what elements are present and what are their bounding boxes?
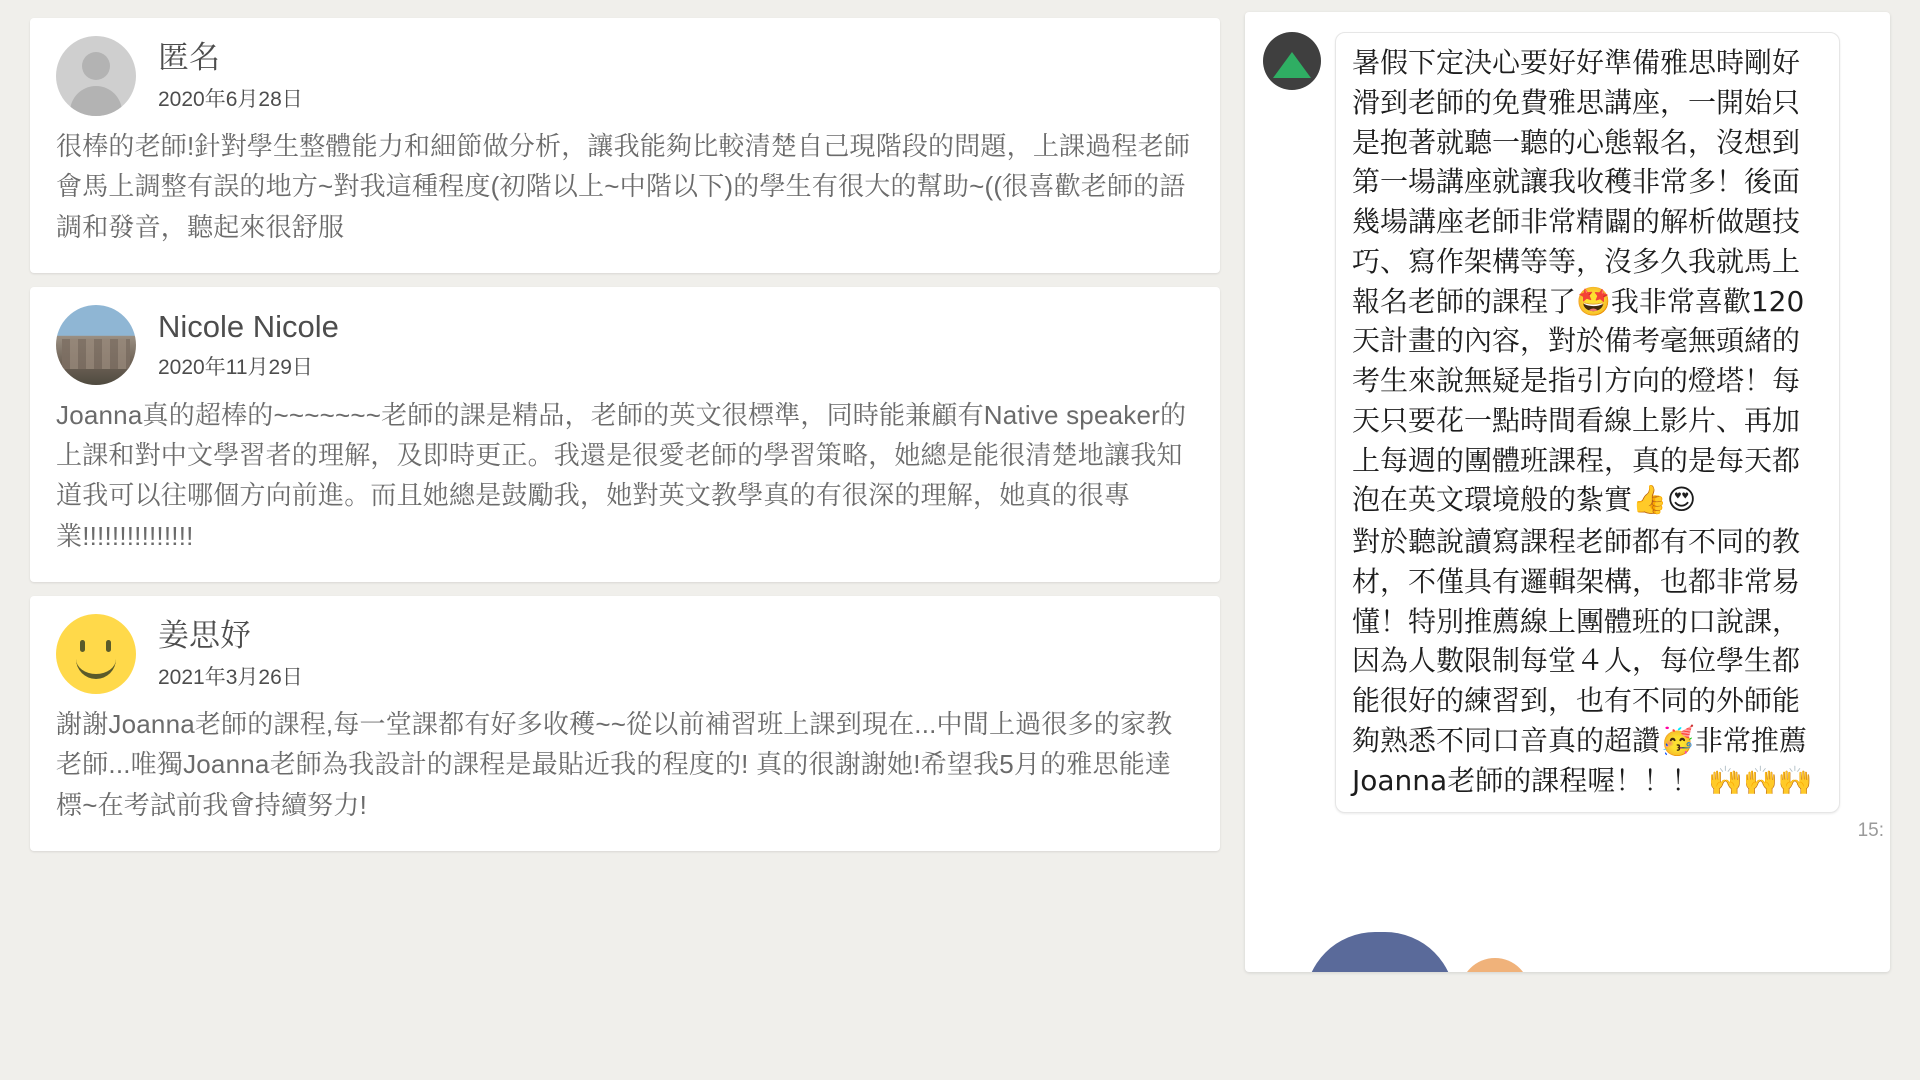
chat-paragraph: 暑假下定決心要好好準備雅思時剛好滑到老師的免費雅思講座，一開始只是抱著就聽一聽的心態報名，沒想到第一場講座就讓我收穫非常多！後面幾場講座老師非常精闢的解析做題技巧、寫作架構等等，沒多久我就馬上報名老師的課程了🤩我非常喜歡120天計畫的內容，對於備考毫無頭緒的考生來說無疑是指引方向的燈塔！每天只要花一點時間看線上影片、再加上每週的團體班課程，真的是每天都泡在英文環境般的紮實👍😍 [1352,46,1805,517]
chat-paragraph: 對於聽說讀寫課程老師都有不同的教材，不僅具有邏輯架構，也都非常易懂！特別推薦線上團體班的口說課，因為人數限制每堂４人，每位學生都能很好的練習到，也有不同的外師能夠熟悉不同口音真的超讚🥳非常推薦Joanna老師的課程喔！！！ 🙌🙌🙌 [1352,525,1813,797]
review-header [56,305,1194,385]
smiley-avatar [56,614,136,694]
review-date: 2021年3月26日 [158,665,303,689]
photo-avatar [56,305,136,385]
reviewer-meta [158,308,339,381]
review-header [56,36,1194,116]
smiley-eye-left [80,640,85,652]
review-body: 很棒的老師!針對學生整體能力和細節做分析，讓我能夠比較清楚自己現階段的問題，上課過程老師會馬上調整有誤的地方~對我這種程度(初階以上~中階以下)的學生有很大的幫助~((很喜歡老師的語調和發音，聽起來很舒服 [56,131,1191,242]
chat-bubble [1335,32,1840,813]
smiley-mouth [76,652,116,679]
mountain-avatar-icon [1263,32,1321,90]
avatar-body-shape [70,86,122,116]
chat-panel [1245,12,1890,972]
reviewer-name: 姜思妤 [158,618,251,654]
reviewer-meta [158,39,303,112]
review-body: Joanna真的超棒的~~~~~~~老師的課是精品，老師的英文很標準，同時能兼顧有Native speaker的上課和對中文學習者的理解，及即時更正。我還是很愛老師的學習策略，她總是能很清楚地讓我知道我可以往哪個方向前進。而且她總是鼓勵我，她對英文教學真的有很深的理解，她真的很專業!!!!!!!!!!!!!!! [56,399,1187,551]
mountain-shape [1273,52,1311,78]
chat-timestamp: 15: [1857,820,1884,841]
review-header [56,614,1194,694]
reviewer-meta [158,617,303,690]
smiley-eye-right [106,640,111,652]
next-message-preview [1245,912,1890,972]
review-card [30,596,1220,851]
avatar-head-shape [82,52,110,80]
reviewer-name: 匿名 [158,40,220,76]
chat-message [1245,12,1890,813]
review-body: 謝謝Joanna老師的課程,每一堂課都有好多收穫~~從以前補習班上課到現在...中間上過很多的家教老師...唯獨Joanna老師為我設計的課程是最貼近我的程度的! 真的很謝謝她!希望我5月的雅思能達標~在考試前我會持續努力! [56,709,1173,820]
anonymous-avatar [56,36,136,116]
reviewer-name: Nicole Nicole [158,309,339,345]
review-date: 2020年6月28日 [158,87,303,111]
next-avatar-shape [1305,932,1455,972]
next-bubble-shape [1460,958,1530,972]
reviews-list [30,18,1220,865]
review-card [30,18,1220,273]
review-card [30,287,1220,582]
review-date: 2020年11月29日 [158,356,313,380]
